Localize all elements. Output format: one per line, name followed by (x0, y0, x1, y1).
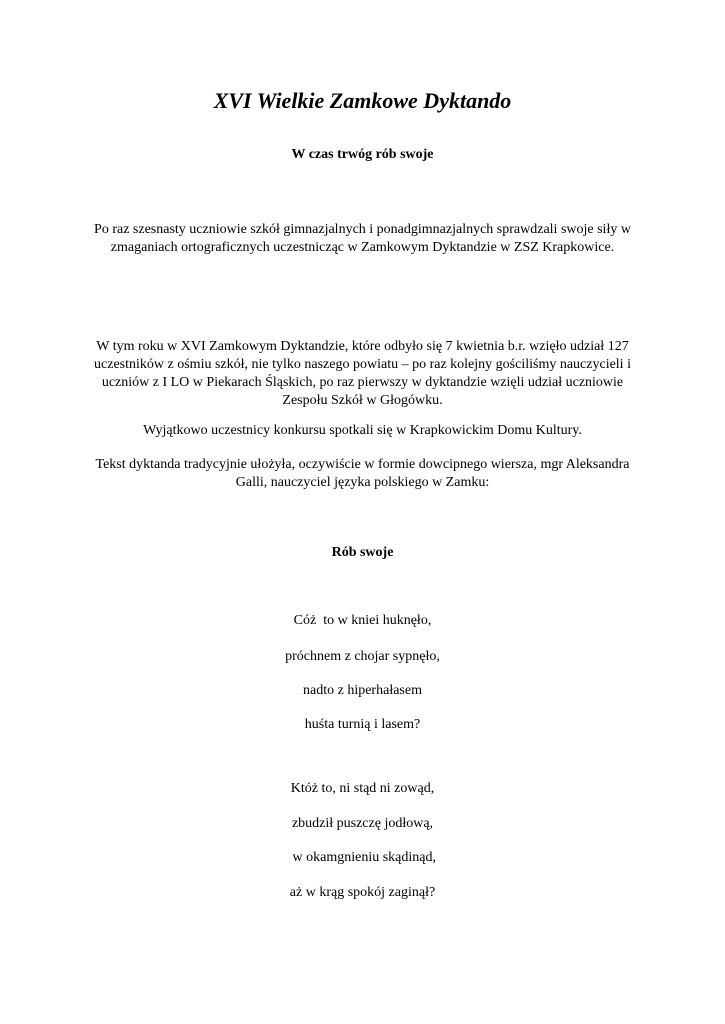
poem-title: Rób swoje (331, 545, 394, 560)
document-title: XVI Wielkie Zamkowe Dyktando (213, 88, 512, 113)
event-details-paragraph: W tym roku w XVI Zamkowym Dyktandzie, które odbyło się 7 kwietnia b.r. wzięło udział 127 uczestników z ośmiu szkół, nie tylko naszego powiatu – po raz kolejny gościliśmy nauczycieli i uczniów z I LO w Piekarach Śląskich, po raz pierwszy w dyktandzie wzięli udział uczniowie Zespołu Szkół w Głogówku. (94, 339, 631, 408)
verse-line: aż w krąg spokój zaginął? (289, 885, 436, 900)
verse-line: w okamgnieniu skądinąd, (289, 850, 436, 865)
intro-paragraph: Po raz szesnasty uczniowie szkół gimnazjalnych i ponadgimnazjalnych sprawdzali swoje siły w zmaganiach ortograficznych uczestnicząc w Zamkowym Dyktandzie w ZSZ Krapkowice. (94, 222, 631, 255)
verse-line: huśta turnią i lasem? (304, 717, 421, 732)
venue-paragraph: Wyjątkowo uczestnicy konkursu spotkali się w Krapkowickim Domu Kultury. (143, 423, 582, 438)
author-paragraph: Tekst dyktanda tradycyjnie ułożyła, oczywiście w formie dowcipnego wiersza, mgr Aleksandra Galli, nauczyciel języka polskiego w Zamku: (95, 457, 630, 490)
document-subtitle: W czas trwóg rób swoje (291, 147, 434, 162)
verse-line: Któż to, ni stąd ni zowąd, (290, 781, 435, 796)
verse-line: Cóż to w kniei huknęło, (293, 613, 432, 628)
verse-line: nadto z hiperhałasem (303, 683, 422, 698)
verse-line: zbudził puszczę jodłową, (291, 816, 434, 831)
verse-line: próchnem z chojar sypnęło, (285, 649, 440, 664)
